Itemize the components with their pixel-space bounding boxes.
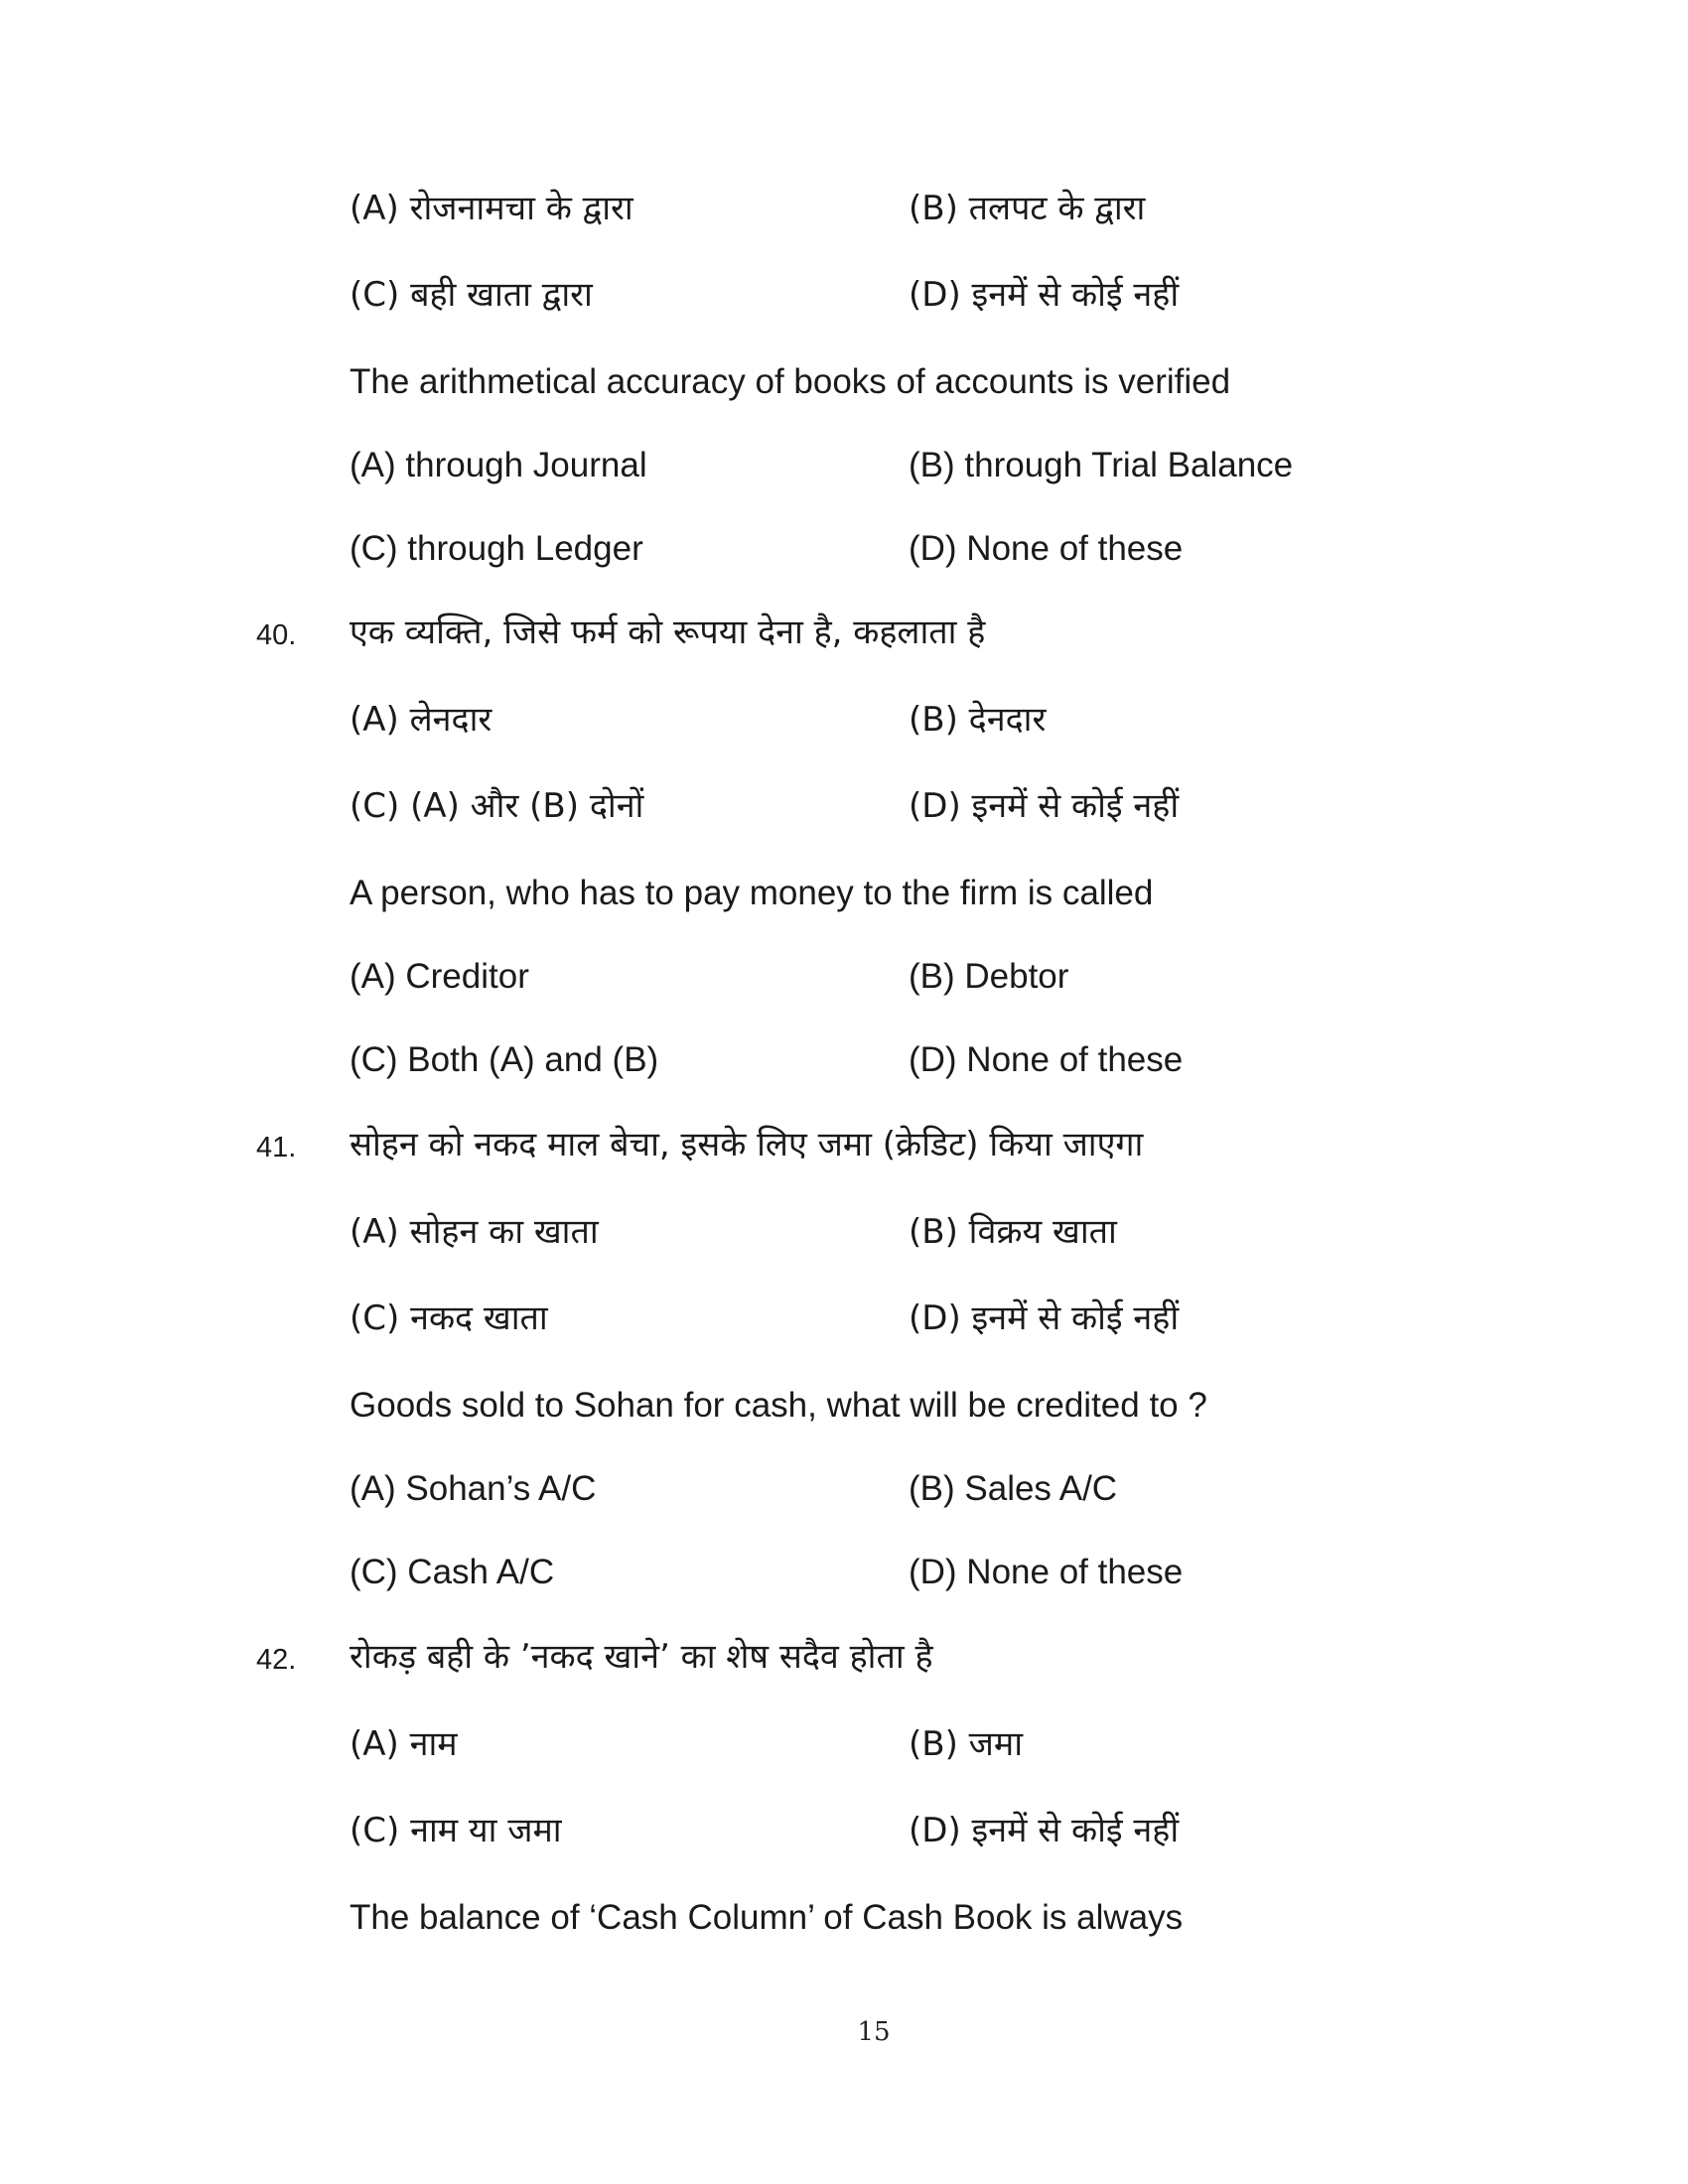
q40-hi-option-a: (A) लेनदार — [350, 700, 492, 740]
q39-en-option-d: (D) None of these — [909, 529, 1184, 568]
q39-hi-option-b: (B) तलपट के द्वारा — [909, 189, 1146, 228]
q40-number: 40. — [256, 619, 297, 651]
q41-hi-option-d: (D) इनमें से कोई नहीं — [909, 1298, 1180, 1338]
q41-hi-option-b: (B) विक्रय खाता — [909, 1212, 1117, 1252]
q39-en-option-a: (A) through Journal — [350, 446, 647, 484]
q42-en-question: The balance of ‘Cash Column’ of Cash Book is always — [350, 1898, 1184, 1937]
q41-en-option-c: (C) Cash A/C — [350, 1553, 555, 1591]
q41-hi-option-a: (A) सोहन का खाता — [350, 1212, 599, 1252]
q40-en-option-d: (D) None of these — [909, 1040, 1184, 1079]
q40-en-option-a: (A) Creditor — [350, 957, 529, 996]
q40-en-option-c: (C) Both (A) and (B) — [350, 1040, 659, 1079]
q40-hi-option-b: (B) देनदार — [909, 700, 1047, 740]
page-number: 15 — [857, 2017, 891, 2047]
q41-en-question: Goods sold to Sohan for cash, what will be credited to ? — [350, 1386, 1207, 1425]
q40-en-question: A person, who has to pay money to the firm is called — [350, 874, 1154, 912]
q42-number: 42. — [256, 1644, 297, 1676]
q42-hi-option-d: (D) इनमें से कोई नहीं — [909, 1811, 1180, 1850]
q41-en-option-d: (D) None of these — [909, 1553, 1184, 1591]
q40-en-option-b: (B) Debtor — [909, 957, 1069, 996]
q41-hi-question: सोहन को नकद माल बेचा, इसके लिए जमा (क्रेडिट) किया जाएगा — [350, 1125, 1144, 1164]
q39-en-question: The arithmetical accuracy of books of accounts is verified — [350, 362, 1231, 401]
q39-en-option-c: (C) through Ledger — [350, 529, 643, 568]
q39-en-option-b: (B) through Trial Balance — [909, 446, 1294, 484]
q40-hi-question: एक व्यक्ति, जिसे फर्म को रूपया देना है, कहलाता है — [350, 613, 986, 652]
q39-hi-option-c: (C) बही खाता द्वारा — [350, 275, 593, 315]
q39-hi-option-d: (D) इनमें से कोई नहीं — [909, 275, 1180, 315]
q41-en-option-a: (A) Sohan’s A/C — [350, 1469, 597, 1508]
q39-hi-option-a: (A) रोजनामचा के द्वारा — [350, 189, 633, 228]
q41-hi-option-c: (C) नकद खाता — [350, 1298, 548, 1338]
q41-en-option-b: (B) Sales A/C — [909, 1469, 1118, 1508]
q42-hi-question: रोकड़ बही के ’नकद खाने’ का शेष सदैव होता है — [350, 1637, 933, 1677]
q42-hi-option-b: (B) जमा — [909, 1724, 1024, 1764]
q40-hi-option-c: (C) (A) और (B) दोनों — [350, 786, 644, 826]
q42-hi-option-c: (C) नाम या जमा — [350, 1811, 562, 1850]
q42-hi-option-a: (A) नाम — [350, 1724, 458, 1764]
q41-number: 41. — [256, 1132, 297, 1163]
q40-hi-option-d: (D) इनमें से कोई नहीं — [909, 786, 1180, 826]
